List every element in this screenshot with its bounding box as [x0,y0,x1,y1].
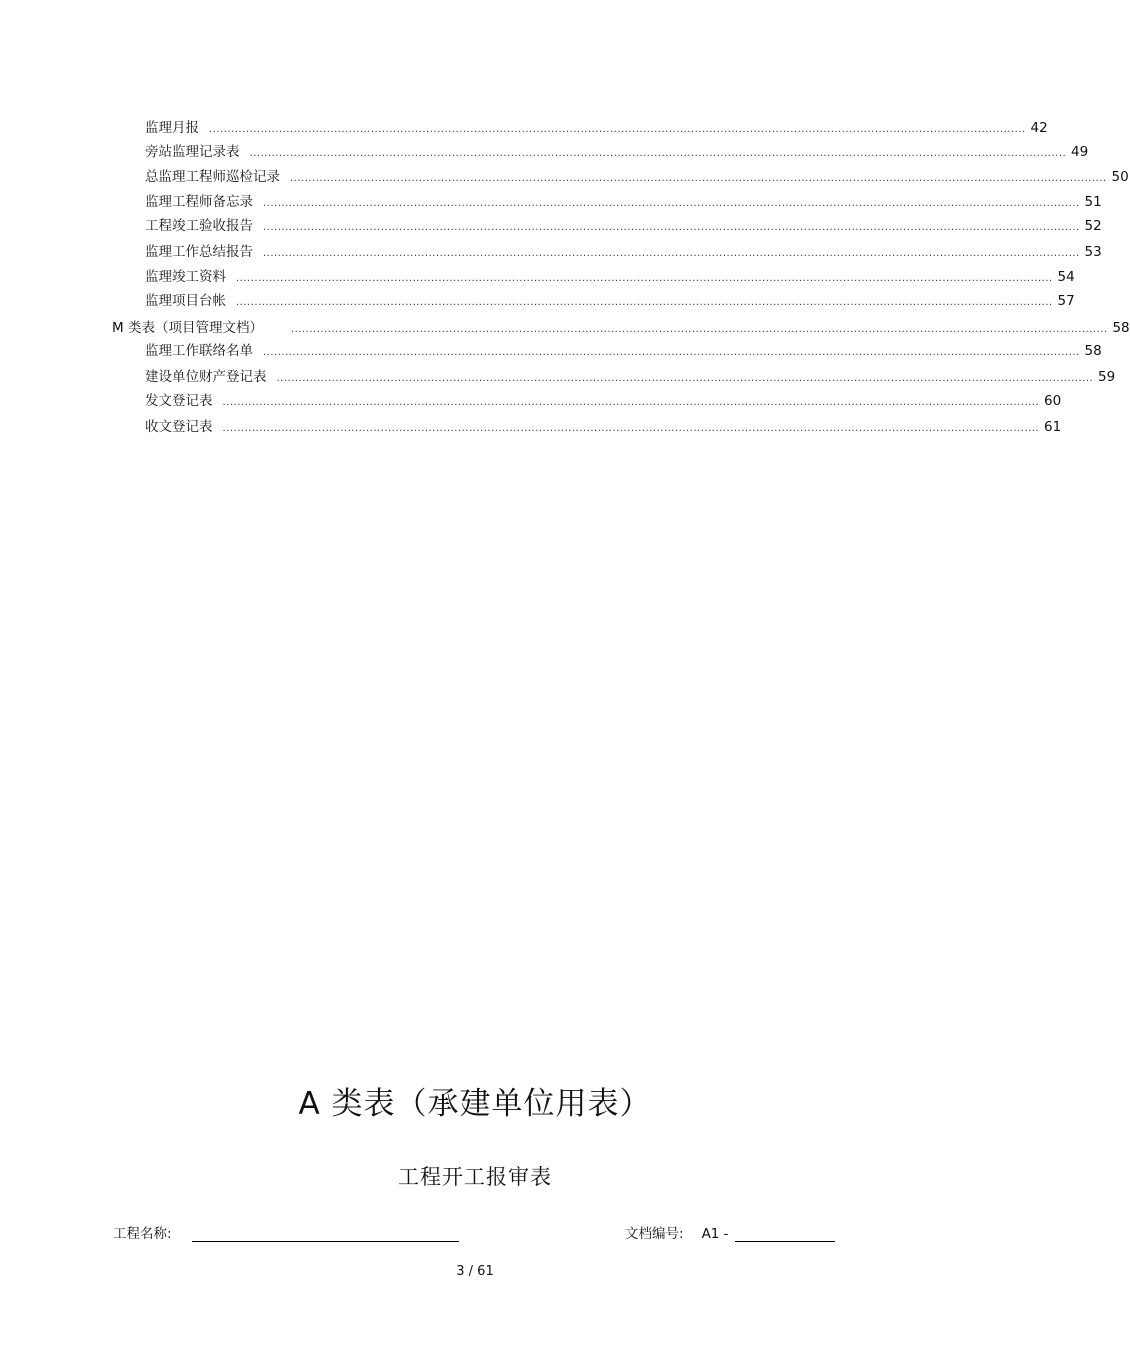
doc-number-label: 文档编号: [625,1226,684,1242]
toc-leader-dots: .............................................................................................................................................................................................................................. [276,373,1094,384]
toc-entry-page: 59 [1098,369,1116,385]
toc-leader-dots: .............................................................................................................................................................................................................................. [249,148,1067,159]
toc-entry[interactable] [145,417,1062,437]
toc-entry[interactable] [145,391,1062,411]
toc-entry[interactable] [145,291,1075,311]
toc-entry[interactable] [145,167,1129,187]
section-title: A 类表（承建单位用表） [298,1086,652,1122]
toc-entry-label: 监理工程师备忘录 [145,194,253,210]
toc-leader-dots: .............................................................................................................................................................................................................................. [290,324,1108,335]
toc-entry-label: 建设单位财产登记表 [145,369,267,385]
doc-number-prefix: A1 - [701,1226,729,1242]
toc-entry-label: 监理月报 [145,120,199,136]
toc-entry[interactable] [145,242,1102,262]
toc-entry[interactable] [145,267,1075,287]
toc-entry-label: 监理项目台帐 [145,293,226,309]
project-name-input-line[interactable] [192,1224,459,1242]
toc-entry-page: 57 [1057,293,1075,309]
toc-entry-label: 旁站监理记录表 [145,144,240,160]
toc-entry[interactable] [145,341,1102,361]
toc-section-entry[interactable] [112,318,1130,338]
toc-leader-dots: .............................................................................................................................................................................................................................. [263,222,1080,233]
toc-entry-page: 51 [1084,194,1102,210]
toc-entry-page: 49 [1071,144,1089,160]
toc-entry-label: M 类表（项目管理文档） [112,320,263,336]
toc-leader-dots: .............................................................................................................................................................................................................................. [209,124,1026,135]
toc-entry-page: 58 [1112,320,1130,336]
toc-entry-page: 58 [1084,343,1102,359]
project-name-label: 工程名称: [113,1226,172,1242]
toc-leader-dots: .............................................................................................................................................................................................................................. [222,423,1040,434]
toc-entry-label: 总监理工程师巡检记录 [145,169,280,185]
toc-entry-page: 53 [1084,244,1102,260]
toc-entry-label: 监理工作联络名单 [145,343,253,359]
toc-leader-dots: .............................................................................................................................................................................................................................. [290,173,1107,184]
toc-entry-label: 发文登记表 [145,393,213,409]
toc-entry-page: 54 [1057,269,1075,285]
form-title: 工程开工报审表 [398,1165,552,1189]
doc-number-input-line[interactable] [735,1224,835,1242]
toc-entry-label: 工程竣工验收报告 [145,218,253,234]
toc-entry-label: 监理工作总结报告 [145,244,253,260]
page-indicator: 3 / 61 [456,1264,494,1279]
toc-leader-dots: .............................................................................................................................................................................................................................. [263,198,1080,209]
toc-leader-dots: .............................................................................................................................................................................................................................. [222,397,1040,408]
toc-entry[interactable] [145,142,1089,162]
toc-entry-page: 42 [1030,120,1048,136]
toc-entry[interactable] [145,192,1102,212]
toc-entry[interactable] [145,367,1116,387]
toc-entry-page: 50 [1111,169,1129,185]
toc-leader-dots: .............................................................................................................................................................................................................................. [236,273,1053,284]
toc-entry-label: 收文登记表 [145,419,213,435]
toc-entry-label: 监理竣工资料 [145,269,226,285]
toc-entry-page: 52 [1084,218,1102,234]
toc-entry-page: 60 [1044,393,1062,409]
toc-leader-dots: .............................................................................................................................................................................................................................. [263,248,1080,259]
toc-entry[interactable] [145,216,1102,236]
doc-number-field [625,1222,835,1242]
toc-entry-page: 61 [1044,419,1062,435]
project-name-field [113,1222,459,1242]
toc-leader-dots: .............................................................................................................................................................................................................................. [236,297,1053,308]
toc-entry[interactable] [145,118,1048,138]
toc-leader-dots: .............................................................................................................................................................................................................................. [263,347,1080,358]
